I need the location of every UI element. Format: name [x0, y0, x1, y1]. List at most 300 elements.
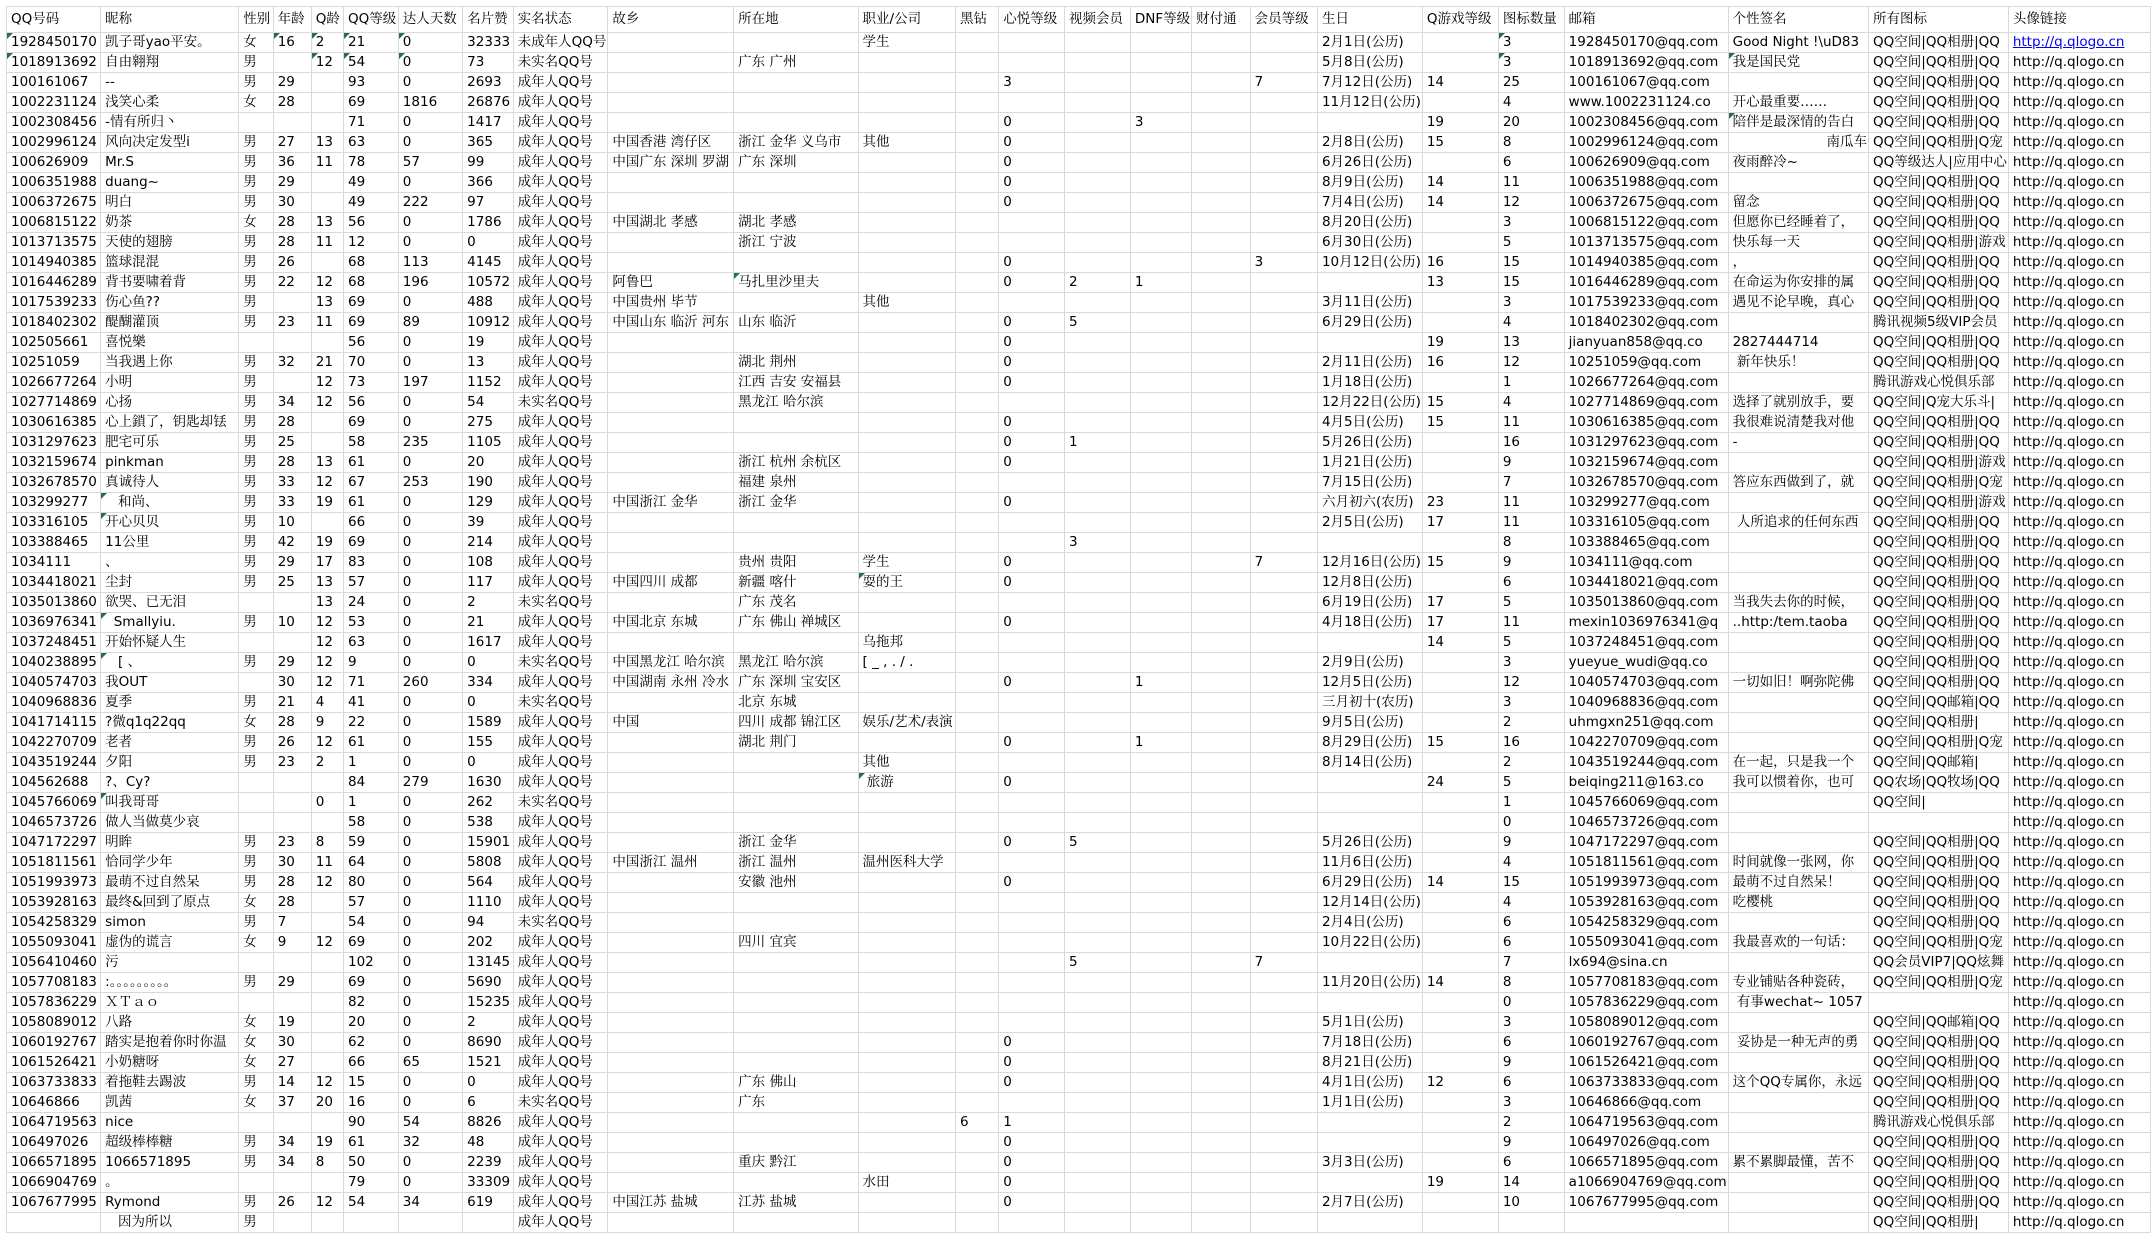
cell[interactable] [1192, 513, 1251, 533]
cell[interactable] [1869, 1053, 2009, 1073]
cell[interactable] [1317, 193, 1422, 213]
cell[interactable] [1498, 653, 1564, 673]
cell[interactable] [1192, 1073, 1251, 1093]
cell[interactable] [463, 333, 513, 353]
cell[interactable] [858, 213, 955, 233]
cell[interactable] [2008, 873, 2150, 893]
cell[interactable] [1728, 1013, 1868, 1033]
cell[interactable] [1422, 213, 1498, 233]
cell[interactable] [273, 933, 311, 953]
cell[interactable] [1130, 1193, 1191, 1213]
cell[interactable] [1130, 173, 1191, 193]
cell[interactable] [1498, 833, 1564, 853]
avatar-link[interactable]: http://q.qlogo.cn [2012, 474, 2125, 490]
cell[interactable] [1317, 1033, 1422, 1053]
cell[interactable] [1422, 753, 1498, 773]
avatar-link[interactable]: http://q.qlogo.cn [2012, 634, 2125, 650]
cell[interactable] [311, 393, 343, 413]
cell[interactable] [1564, 113, 1728, 133]
cell[interactable] [344, 813, 399, 833]
cell[interactable] [513, 733, 608, 753]
cell[interactable] [239, 193, 273, 213]
cell[interactable] [999, 473, 1065, 493]
cell[interactable] [101, 833, 239, 853]
cell[interactable] [239, 453, 273, 473]
cell[interactable] [1130, 953, 1191, 973]
cell[interactable] [608, 693, 734, 713]
cell[interactable] [463, 433, 513, 453]
cell[interactable] [2008, 1053, 2150, 1073]
cell[interactable] [1065, 73, 1131, 93]
cell[interactable] [1317, 553, 1422, 573]
cell[interactable] [344, 233, 399, 253]
cell[interactable] [1422, 413, 1498, 433]
cell[interactable] [956, 113, 999, 133]
cell[interactable] [956, 93, 999, 113]
cell[interactable] [734, 373, 858, 393]
cell[interactable] [239, 1093, 273, 1113]
cell[interactable] [1564, 613, 1728, 633]
cell[interactable] [7, 913, 101, 933]
cell[interactable] [1498, 593, 1564, 613]
cell[interactable] [1564, 753, 1728, 773]
cell[interactable] [734, 933, 858, 953]
cell[interactable] [1422, 313, 1498, 333]
cell[interactable] [1192, 993, 1251, 1013]
cell[interactable] [463, 453, 513, 473]
cell[interactable] [999, 373, 1065, 393]
cell[interactable] [956, 173, 999, 193]
cell[interactable] [1728, 193, 1868, 213]
cell[interactable] [513, 153, 608, 173]
cell[interactable] [1728, 553, 1868, 573]
cell[interactable] [999, 113, 1065, 133]
cell[interactable] [734, 513, 858, 533]
cell[interactable] [1498, 33, 1564, 53]
cell[interactable] [513, 633, 608, 653]
cell[interactable] [2008, 933, 2150, 953]
cell[interactable] [273, 233, 311, 253]
cell[interactable] [858, 253, 955, 273]
cell[interactable] [463, 793, 513, 813]
cell[interactable] [239, 773, 273, 793]
cell[interactable] [1869, 493, 2009, 513]
cell[interactable] [1317, 613, 1422, 633]
cell[interactable] [734, 773, 858, 793]
cell[interactable] [956, 1053, 999, 1073]
avatar-link[interactable]: http://q.qlogo.cn [2012, 994, 2125, 1010]
cell[interactable] [513, 953, 608, 973]
cell[interactable] [956, 973, 999, 993]
cell[interactable] [344, 473, 399, 493]
cell[interactable] [398, 453, 462, 473]
cell[interactable] [239, 653, 273, 673]
cell[interactable] [1498, 413, 1564, 433]
cell[interactable] [1564, 453, 1728, 473]
cell[interactable] [1192, 293, 1251, 313]
cell[interactable] [1564, 1073, 1728, 1093]
cell[interactable] [1728, 1173, 1868, 1193]
cell[interactable] [7, 693, 101, 713]
avatar-link[interactable]: http://q.qlogo.cn [2012, 334, 2125, 350]
cell[interactable] [344, 493, 399, 513]
cell[interactable] [2008, 893, 2150, 913]
avatar-link[interactable]: http://q.qlogo.cn [2012, 414, 2125, 430]
cell[interactable] [463, 1213, 513, 1233]
avatar-link[interactable]: http://q.qlogo.cn [2012, 94, 2125, 110]
cell[interactable] [101, 1193, 239, 1213]
cell[interactable] [2008, 53, 2150, 73]
cell[interactable] [1564, 953, 1728, 973]
cell[interactable] [398, 1033, 462, 1053]
cell[interactable] [1869, 1093, 2009, 1113]
cell[interactable] [1564, 1153, 1728, 1173]
cell[interactable] [1498, 153, 1564, 173]
cell[interactable] [463, 693, 513, 713]
cell[interactable] [239, 1133, 273, 1153]
cell[interactable] [398, 953, 462, 973]
cell[interactable] [1130, 853, 1191, 873]
cell[interactable] [1564, 1173, 1728, 1193]
cell[interactable] [311, 1033, 343, 1053]
cell[interactable] [1869, 1133, 2009, 1153]
cell[interactable] [734, 213, 858, 233]
cell[interactable] [1250, 753, 1317, 773]
cell[interactable] [239, 33, 273, 53]
cell[interactable] [1422, 893, 1498, 913]
cell[interactable] [344, 1113, 399, 1133]
cell[interactable] [1192, 593, 1251, 613]
cell[interactable] [956, 853, 999, 873]
cell[interactable] [398, 733, 462, 753]
cell[interactable] [999, 193, 1065, 213]
cell[interactable] [101, 333, 239, 353]
cell[interactable] [513, 553, 608, 573]
cell[interactable] [1192, 1013, 1251, 1033]
cell[interactable] [1192, 693, 1251, 713]
cell[interactable] [513, 513, 608, 533]
cell[interactable] [608, 433, 734, 453]
cell[interactable] [1869, 393, 2009, 413]
cell[interactable] [1130, 733, 1191, 753]
cell[interactable] [1728, 173, 1868, 193]
cell[interactable] [734, 433, 858, 453]
cell[interactable] [1317, 393, 1422, 413]
cell[interactable] [101, 233, 239, 253]
cell[interactable] [608, 793, 734, 813]
cell[interactable] [1130, 253, 1191, 273]
cell[interactable] [608, 193, 734, 213]
cell[interactable] [734, 893, 858, 913]
cell[interactable] [1317, 893, 1422, 913]
cell[interactable] [398, 1193, 462, 1213]
cell[interactable] [608, 593, 734, 613]
cell[interactable] [858, 1033, 955, 1053]
cell[interactable] [239, 833, 273, 853]
cell[interactable] [1564, 333, 1728, 353]
cell[interactable] [999, 233, 1065, 253]
cell[interactable] [1422, 493, 1498, 513]
cell[interactable] [1422, 953, 1498, 973]
cell[interactable] [956, 873, 999, 893]
avatar-link[interactable]: http://q.qlogo.cn [2012, 494, 2125, 510]
cell[interactable] [1564, 153, 1728, 173]
cell[interactable] [344, 593, 399, 613]
cell[interactable] [999, 753, 1065, 773]
cell[interactable] [608, 413, 734, 433]
cell[interactable] [101, 253, 239, 273]
cell[interactable] [1422, 833, 1498, 853]
cell[interactable] [608, 133, 734, 153]
cell[interactable] [101, 973, 239, 993]
cell[interactable] [734, 233, 858, 253]
cell[interactable] [956, 913, 999, 933]
cell[interactable] [273, 93, 311, 113]
cell[interactable] [239, 1073, 273, 1093]
avatar-link[interactable]: http://q.qlogo.cn [2012, 894, 2125, 910]
cell[interactable] [1065, 993, 1131, 1013]
cell[interactable] [1869, 633, 2009, 653]
cell[interactable] [239, 573, 273, 593]
cell[interactable] [273, 413, 311, 433]
cell[interactable] [1498, 293, 1564, 313]
cell[interactable] [311, 1213, 343, 1233]
header-cell[interactable] [1728, 7, 1868, 33]
cell[interactable] [463, 573, 513, 593]
cell[interactable] [1498, 1153, 1564, 1173]
cell[interactable] [956, 1073, 999, 1093]
cell[interactable] [1130, 973, 1191, 993]
cell[interactable] [101, 453, 239, 473]
cell[interactable] [2008, 433, 2150, 453]
cell[interactable] [608, 493, 734, 513]
cell[interactable] [273, 213, 311, 233]
cell[interactable] [398, 893, 462, 913]
cell[interactable] [858, 973, 955, 993]
cell[interactable] [1869, 913, 2009, 933]
avatar-link[interactable]: http://q.qlogo.cn [2012, 394, 2125, 410]
cell[interactable] [1250, 1173, 1317, 1193]
cell[interactable] [513, 813, 608, 833]
cell[interactable] [1728, 133, 1868, 153]
avatar-link[interactable]: http://q.qlogo.cn [2012, 214, 2125, 230]
cell[interactable] [1728, 593, 1868, 613]
cell[interactable] [1250, 253, 1317, 273]
cell[interactable] [999, 1173, 1065, 1193]
cell[interactable] [2008, 613, 2150, 633]
cell[interactable] [1869, 1193, 2009, 1213]
cell[interactable] [239, 1013, 273, 1033]
cell[interactable] [239, 213, 273, 233]
cell[interactable] [1065, 1133, 1131, 1153]
cell[interactable] [398, 973, 462, 993]
cell[interactable] [999, 33, 1065, 53]
cell[interactable] [463, 153, 513, 173]
cell[interactable] [1498, 473, 1564, 493]
cell[interactable] [858, 873, 955, 893]
cell[interactable] [1869, 273, 2009, 293]
cell[interactable] [1728, 853, 1868, 873]
cell[interactable] [101, 853, 239, 873]
cell[interactable] [1498, 313, 1564, 333]
cell[interactable] [1130, 1113, 1191, 1133]
cell[interactable] [273, 753, 311, 773]
cell[interactable] [1564, 533, 1728, 553]
cell[interactable] [513, 1173, 608, 1193]
cell[interactable] [463, 593, 513, 613]
cell[interactable] [734, 573, 858, 593]
cell[interactable] [273, 713, 311, 733]
cell[interactable] [1317, 913, 1422, 933]
cell[interactable] [513, 373, 608, 393]
cell[interactable] [1869, 673, 2009, 693]
cell[interactable] [1192, 553, 1251, 573]
cell[interactable] [7, 973, 101, 993]
cell[interactable] [1250, 393, 1317, 413]
cell[interactable] [463, 1073, 513, 1093]
cell[interactable] [344, 873, 399, 893]
cell[interactable] [1564, 693, 1728, 713]
cell[interactable] [2008, 533, 2150, 553]
cell[interactable] [513, 233, 608, 253]
cell[interactable] [2008, 33, 2150, 53]
cell[interactable] [101, 473, 239, 493]
cell[interactable] [999, 873, 1065, 893]
cell[interactable] [1130, 1153, 1191, 1173]
cell[interactable] [101, 673, 239, 693]
cell[interactable] [1869, 173, 2009, 193]
cell[interactable] [398, 153, 462, 173]
cell[interactable] [1250, 373, 1317, 393]
cell[interactable] [1728, 533, 1868, 553]
cell[interactable] [2008, 273, 2150, 293]
cell[interactable] [1065, 513, 1131, 533]
cell[interactable] [1250, 293, 1317, 313]
cell[interactable] [999, 1073, 1065, 1093]
cell[interactable] [239, 1033, 273, 1053]
cell[interactable] [858, 393, 955, 413]
cell[interactable] [2008, 133, 2150, 153]
cell[interactable] [858, 633, 955, 653]
cell[interactable] [1065, 1193, 1131, 1213]
cell[interactable] [1317, 533, 1422, 553]
cell[interactable] [7, 293, 101, 313]
cell[interactable] [513, 333, 608, 353]
cell[interactable] [2008, 333, 2150, 353]
cell[interactable] [1869, 193, 2009, 213]
cell[interactable] [1130, 293, 1191, 313]
cell[interactable] [7, 1113, 101, 1133]
cell[interactable] [1065, 1173, 1131, 1193]
cell[interactable] [858, 593, 955, 613]
cell[interactable] [1130, 1073, 1191, 1093]
cell[interactable] [999, 933, 1065, 953]
cell[interactable] [513, 833, 608, 853]
avatar-link[interactable]: http://q.qlogo.cn [2012, 154, 2125, 170]
cell[interactable] [344, 893, 399, 913]
cell[interactable] [273, 693, 311, 713]
cell[interactable] [858, 1093, 955, 1113]
cell[interactable] [858, 813, 955, 833]
avatar-link[interactable]: http://q.qlogo.cn [2012, 54, 2125, 70]
cell[interactable] [734, 1213, 858, 1233]
cell[interactable] [513, 413, 608, 433]
cell[interactable] [239, 133, 273, 153]
cell[interactable] [7, 793, 101, 813]
cell[interactable] [1130, 693, 1191, 713]
cell[interactable] [1317, 253, 1422, 273]
cell[interactable] [1498, 933, 1564, 953]
cell[interactable] [239, 1113, 273, 1133]
avatar-link[interactable]: http://q.qlogo.cn [2012, 1074, 2125, 1090]
cell[interactable] [858, 1013, 955, 1033]
avatar-link[interactable]: http://q.qlogo.cn [2012, 734, 2125, 750]
cell[interactable] [101, 733, 239, 753]
cell[interactable] [1130, 833, 1191, 853]
cell[interactable] [273, 333, 311, 353]
cell[interactable] [311, 573, 343, 593]
cell[interactable] [956, 413, 999, 433]
cell[interactable] [1317, 593, 1422, 613]
cell[interactable] [858, 333, 955, 353]
cell[interactable] [608, 1173, 734, 1193]
cell[interactable] [734, 413, 858, 433]
cell[interactable] [398, 413, 462, 433]
cell[interactable] [1498, 1113, 1564, 1133]
cell[interactable] [1498, 893, 1564, 913]
cell[interactable] [1192, 633, 1251, 653]
cell[interactable] [398, 633, 462, 653]
cell[interactable] [344, 433, 399, 453]
cell[interactable] [1065, 93, 1131, 113]
cell[interactable] [1422, 1013, 1498, 1033]
cell[interactable] [1065, 133, 1131, 153]
cell[interactable] [1065, 533, 1131, 553]
cell[interactable] [344, 293, 399, 313]
cell[interactable] [2008, 813, 2150, 833]
cell[interactable] [1422, 1073, 1498, 1093]
cell[interactable] [311, 673, 343, 693]
cell[interactable] [463, 513, 513, 533]
cell[interactable] [7, 1053, 101, 1073]
cell[interactable] [101, 213, 239, 233]
cell[interactable] [239, 993, 273, 1013]
cell[interactable] [1250, 1053, 1317, 1073]
cell[interactable] [1422, 773, 1498, 793]
cell[interactable] [398, 993, 462, 1013]
cell[interactable] [999, 1053, 1065, 1073]
cell[interactable] [858, 153, 955, 173]
cell[interactable] [2008, 833, 2150, 853]
cell[interactable] [398, 313, 462, 333]
cell[interactable] [608, 993, 734, 1013]
avatar-link[interactable]: http://q.qlogo.cn [2012, 1154, 2125, 1170]
cell[interactable] [1065, 193, 1131, 213]
cell[interactable] [999, 833, 1065, 853]
cell[interactable] [1564, 733, 1728, 753]
cell[interactable] [101, 433, 239, 453]
cell[interactable] [1422, 33, 1498, 53]
header-cell[interactable] [1564, 7, 1728, 33]
cell[interactable] [956, 573, 999, 593]
cell[interactable] [344, 133, 399, 153]
cell[interactable] [1317, 1213, 1422, 1233]
cell[interactable] [344, 53, 399, 73]
cell[interactable] [2008, 1133, 2150, 1153]
avatar-link[interactable]: http://q.qlogo.cn [2012, 294, 2125, 310]
cell[interactable] [311, 93, 343, 113]
cell[interactable] [1564, 413, 1728, 433]
